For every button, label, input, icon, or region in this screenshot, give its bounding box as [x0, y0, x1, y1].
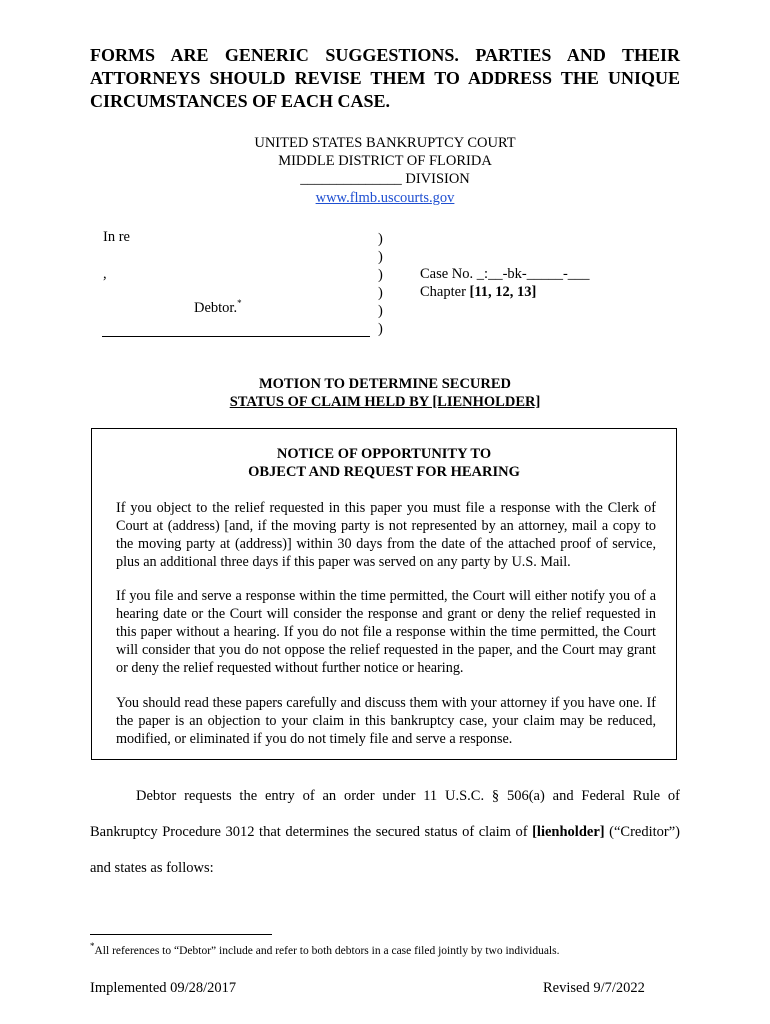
- notice-title: [92, 445, 676, 481]
- notice-paragraph-3: You should read these papers carefully and discuss them with your attorney if you have one. If the paper is an objection to your claim in this bankruptcy case, your claim may be reduced, modified, or eliminated if you do not timely file and serve a response.: [116, 695, 656, 747]
- case-number-value: _:__-bk-_____-___: [476, 266, 590, 282]
- paren: ): [378, 285, 383, 301]
- footnote-marker: *: [90, 941, 95, 952]
- court-division: ______________ DIVISION: [300, 171, 470, 187]
- footnote-marker: *: [237, 298, 242, 309]
- body-text-before: Debtor requests the entry of an order under 11 U.S.C. § 506(a) and Federal Rule of Bankruptcy Procedure 3012 that determines the secured status of claim of: [90, 788, 680, 840]
- caption-rule: [102, 336, 370, 337]
- paren: ): [378, 321, 383, 337]
- caption-parentheses: [378, 230, 383, 338]
- notice-box: [91, 428, 677, 760]
- paren: ): [378, 231, 383, 247]
- notice-paragraph-2: If you file and serve a response within the time permitted, the Court will either notify you of a hearing date or the Court will consider the response and grant or deny the relief requested in this paper without a hearing. If you do not file a response within the time permitted, the Court will consider that you do not oppose the relief requested in the paper, and the Court may grant or deny the relief requested without further notice or hearing.: [116, 588, 656, 676]
- motion-title-line2: STATUS OF CLAIM HELD BY [LIENHOLDER]: [229, 394, 541, 410]
- court-district: MIDDLE DISTRICT OF FLORIDA: [278, 153, 492, 169]
- generic-forms-warning: FORMS ARE GENERIC SUGGESTIONS. PARTIES AND THEIR ATTORNEYS SHOULD REVISE THEM TO ADDRESS THE UNIQUE CIRCUMSTANCES OF EACH CASE.: [90, 45, 680, 111]
- debtor-name-blank: ,: [103, 266, 107, 282]
- case-number: [420, 265, 590, 283]
- case-info: [420, 265, 590, 301]
- court-website-link[interactable]: www.flmb.uscourts.gov: [315, 190, 455, 206]
- implemented-date: Implemented 09/28/2017: [90, 980, 237, 996]
- footnote-rule: [90, 934, 272, 935]
- footnote-text: All references to “Debtor” include and refer to both debtors in a case filed jointly by two individuals.: [94, 945, 560, 957]
- debtor-label-text: Debtor.: [194, 300, 238, 316]
- revised-date: Revised 9/7/2022: [543, 980, 645, 996]
- debtor-label: [194, 300, 242, 317]
- paren: ): [378, 249, 383, 265]
- notice-title-line2: OBJECT AND REQUEST FOR HEARING: [248, 464, 520, 480]
- court-name: UNITED STATES BANKRUPTCY COURT: [254, 135, 516, 151]
- motion-body-paragraph: [90, 778, 680, 886]
- paren: ): [378, 303, 383, 319]
- footnote: [90, 941, 690, 959]
- motion-title-line1: MOTION TO DETERMINE SECURED: [258, 376, 512, 392]
- chapter: [420, 283, 590, 301]
- paren: ): [378, 267, 383, 283]
- notice-title-line1: NOTICE OF OPPORTUNITY TO: [276, 446, 492, 462]
- court-website: [185, 189, 585, 207]
- chapter-label: Chapter: [420, 284, 470, 300]
- notice-paragraph-1: If you object to the relief requested in this paper you must file a response with the Clerk of Court at (address) [and, if the moving party is not represented by an attorney, mail a copy to the moving party at (address)] within 30 days from the date of the attached proof of service, plus an additional three days if this paper was served on any party by U.S. Mail.: [116, 500, 656, 570]
- motion-title: [185, 375, 585, 411]
- chapter-value: [11, 12, 13]: [469, 284, 537, 300]
- case-number-label: Case No.: [420, 266, 477, 282]
- body-text-after: (“Creditor”) and states as follows:: [90, 824, 680, 876]
- body-lienholder: [lienholder]: [532, 824, 605, 840]
- in-re-label: In re: [103, 229, 130, 245]
